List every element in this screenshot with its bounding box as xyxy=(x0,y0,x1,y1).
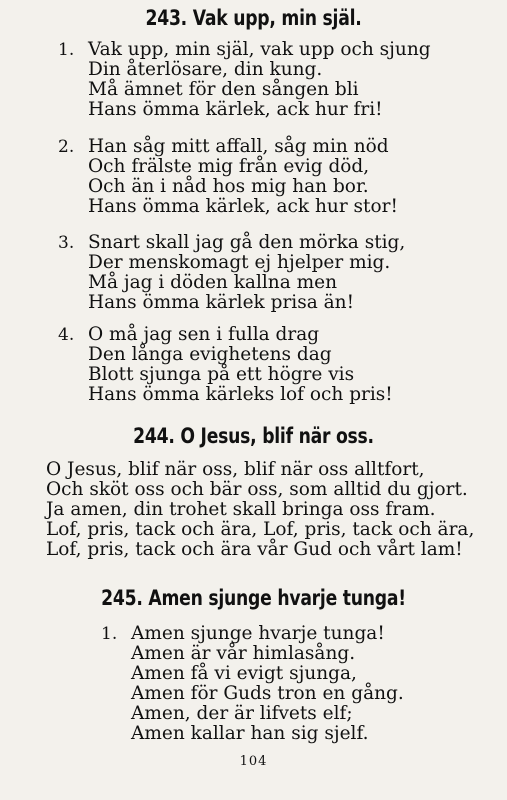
verse-line: Vak upp, min själ, vak upp och sjung xyxy=(88,39,431,60)
verse xyxy=(101,623,404,744)
verse-line: Och än i nåd hos mig han bor. xyxy=(88,176,369,197)
verse-line: Amen, der är lifvets elf; xyxy=(131,703,353,724)
verse-number: 1. xyxy=(58,40,75,60)
hymn-title: 243. Vak upp, min själ. xyxy=(145,6,362,30)
hymn-title: 245. Amen sjunge hvarje tunga! xyxy=(101,586,406,610)
verse-line: Amen få vi evigt sjunga, xyxy=(131,663,357,684)
verse-line: Må jag i döden kallna men xyxy=(88,272,338,293)
verse xyxy=(58,136,398,217)
verse xyxy=(58,324,393,405)
verse-line: Amen för Guds tron en gång. xyxy=(131,683,404,704)
verse-line: O Jesus, blif när oss, blif när oss alltfort, xyxy=(46,459,425,480)
verse-line: Hans ömma kärlek prisa än! xyxy=(88,292,355,313)
hymn-title: 244. O Jesus, blif när oss. xyxy=(133,424,374,448)
verse-line: Hans ömma kärlek, ack hur stor! xyxy=(88,196,398,217)
verse xyxy=(46,460,474,560)
verse-line: Han såg mitt affall, såg min nöd xyxy=(88,136,389,157)
verse-line: Må ämnet för den sången bli xyxy=(88,79,359,100)
verse-line: Hans ömma kärleks lof och pris! xyxy=(88,384,393,405)
verse xyxy=(58,232,406,313)
verse-line: Din återlösare, din kung. xyxy=(88,59,323,80)
verse-number: 1. xyxy=(101,624,118,644)
verse-line: Lof, pris, tack och ära vår Gud och vårt lam! xyxy=(46,539,463,560)
verse-number: 2. xyxy=(58,137,75,157)
verse xyxy=(58,39,431,120)
verse-number: 4. xyxy=(58,325,75,345)
verse-line: Lof, pris, tack och ära, Lof, pris, tack och ära, xyxy=(46,519,475,540)
page-number: 104 xyxy=(239,754,268,769)
verse-line: Den långa evighetens dag xyxy=(88,344,332,365)
verse-line: Snart skall jag gå den mörka stig, xyxy=(88,232,406,253)
verse-line: O må jag sen i fulla drag xyxy=(88,324,320,345)
verse-line: Amen är vår himlasång. xyxy=(131,643,356,664)
verse-line: Amen kallar han sig sjelf. xyxy=(131,723,369,744)
verse-line: Hans ömma kärlek, ack hur fri! xyxy=(88,99,383,120)
verse-line: Der menskomagt ej hjelper mig. xyxy=(88,252,391,273)
verse-line: Ja amen, din trohet skall bringa oss fram. xyxy=(46,499,436,520)
verse-line: Och frälste mig från evig död, xyxy=(88,156,370,177)
verse-line: Och sköt oss och bär oss, som alltid du gjort. xyxy=(46,479,468,500)
verse-line: Amen sjunge hvarje tunga! xyxy=(131,623,385,644)
verse-line: Blott sjunga på ett högre vis xyxy=(88,364,355,385)
verse-number: 3. xyxy=(58,233,75,253)
